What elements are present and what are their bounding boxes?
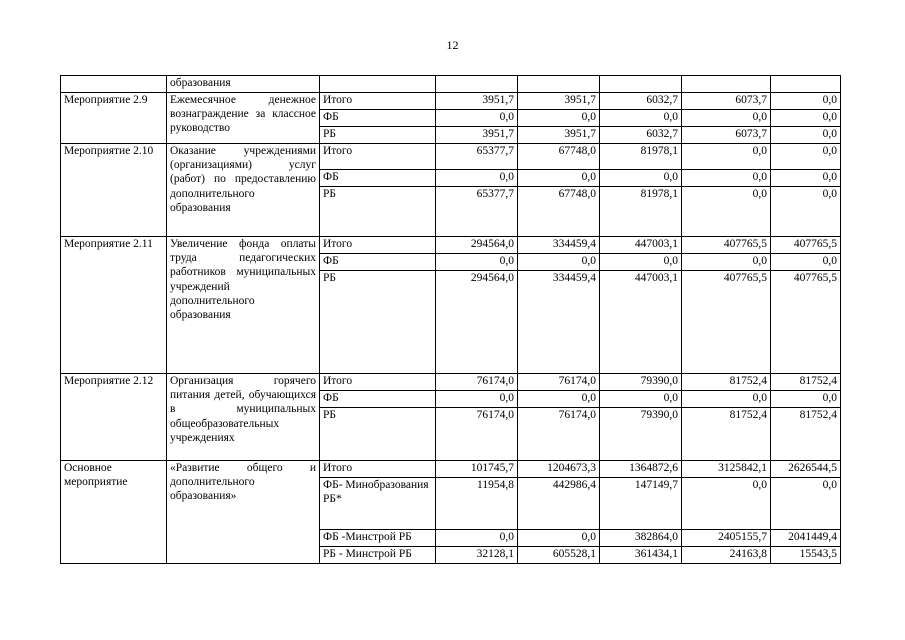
amount-cell: 2405155,7	[682, 530, 771, 547]
amount-cell: 15543,5	[771, 547, 841, 564]
budget-table-body	[61, 76, 841, 564]
measure-description-cell: Увеличение фонда оплаты труда педагогических работников муниципальных учреждений дополнительного образования	[167, 237, 320, 374]
amount-cell: 0,0	[518, 170, 600, 187]
amount-cell: 334459,4	[518, 237, 600, 254]
amount-cell: 3951,7	[436, 93, 518, 110]
name-cell	[61, 76, 167, 93]
amount-cell: 76174,0	[518, 374, 600, 391]
amount-cell: 447003,1	[600, 271, 682, 374]
amount-cell: 3125842,1	[682, 461, 771, 478]
amount-cell: 76174,0	[518, 408, 600, 461]
amount-cell: 81752,4	[682, 408, 771, 461]
funding-source-cell: ФБ	[320, 254, 436, 271]
amount-cell: 0,0	[771, 391, 841, 408]
funding-source-cell: Итого	[320, 93, 436, 110]
table-row	[61, 144, 841, 170]
value-cell	[682, 76, 771, 93]
amount-cell: 294564,0	[436, 271, 518, 374]
funding-source-cell: РБ	[320, 408, 436, 461]
table-row	[61, 461, 841, 478]
amount-cell: 1364872,6	[600, 461, 682, 478]
amount-cell: 2626544,5	[771, 461, 841, 478]
amount-cell: 2041449,4	[771, 530, 841, 547]
amount-cell: 407765,5	[771, 271, 841, 374]
amount-cell: 0,0	[518, 254, 600, 271]
amount-cell: 0,0	[682, 254, 771, 271]
amount-cell: 6032,7	[600, 93, 682, 110]
amount-cell: 0,0	[518, 530, 600, 547]
amount-cell: 32128,1	[436, 547, 518, 564]
amount-cell: 605528,1	[518, 547, 600, 564]
amount-cell: 101745,7	[436, 461, 518, 478]
amount-cell: 6032,7	[600, 127, 682, 144]
amount-cell: 0,0	[771, 144, 841, 170]
value-cell	[436, 76, 518, 93]
amount-cell: 0,0	[682, 478, 771, 530]
page-number: 12	[446, 38, 459, 52]
funding-source-cell: Итого	[320, 461, 436, 478]
amount-cell: 3951,7	[518, 127, 600, 144]
amount-cell: 24163,8	[682, 547, 771, 564]
amount-cell: 0,0	[771, 110, 841, 127]
funding-source-cell: РБ	[320, 187, 436, 237]
funding-source-cell: ФБ- Минобразования РБ*	[320, 478, 436, 530]
amount-cell: 0,0	[682, 144, 771, 170]
amount-cell: 1204673,3	[518, 461, 600, 478]
amount-cell: 0,0	[682, 170, 771, 187]
amount-cell: 79390,0	[600, 374, 682, 391]
value-cell	[600, 76, 682, 93]
value-cell	[518, 76, 600, 93]
amount-cell: 0,0	[682, 391, 771, 408]
amount-cell: 65377,7	[436, 144, 518, 170]
amount-cell: 294564,0	[436, 237, 518, 254]
amount-cell: 0,0	[436, 170, 518, 187]
amount-cell: 334459,4	[518, 271, 600, 374]
amount-cell: 382864,0	[600, 530, 682, 547]
amount-cell: 407765,5	[682, 271, 771, 374]
amount-cell: 0,0	[436, 530, 518, 547]
amount-cell: 3951,7	[436, 127, 518, 144]
funding-source-cell: РБ	[320, 127, 436, 144]
measure-name-cell: Мероприятие 2.11	[61, 237, 167, 374]
amount-cell: 0,0	[682, 110, 771, 127]
table-row	[61, 374, 841, 391]
amount-cell: 79390,0	[600, 408, 682, 461]
amount-cell: 0,0	[436, 391, 518, 408]
amount-cell: 0,0	[600, 110, 682, 127]
funding-source-cell: ФБ	[320, 391, 436, 408]
amount-cell: 81752,4	[771, 408, 841, 461]
amount-cell: 11954,8	[436, 478, 518, 530]
amount-cell: 0,0	[771, 254, 841, 271]
measure-description-cell: Оказание учреждениями (организациями) услуг (работ) по предоставлению дополнительного образования	[167, 144, 320, 237]
value-cell	[771, 76, 841, 93]
amount-cell: 0,0	[600, 391, 682, 408]
amount-cell: 0,0	[771, 127, 841, 144]
amount-cell: 361434,1	[600, 547, 682, 564]
amount-cell: 67748,0	[518, 144, 600, 170]
amount-cell: 147149,7	[600, 478, 682, 530]
amount-cell: 0,0	[600, 254, 682, 271]
description-cell: образования	[167, 76, 320, 93]
amount-cell: 0,0	[436, 254, 518, 271]
funding-source-cell: ФБ -Минстрой РБ	[320, 530, 436, 547]
amount-cell: 0,0	[436, 110, 518, 127]
measure-name-cell: Мероприятие 2.9	[61, 93, 167, 144]
amount-cell: 65377,7	[436, 187, 518, 237]
amount-cell: 442986,4	[518, 478, 600, 530]
table-row	[61, 93, 841, 110]
amount-cell: 81978,1	[600, 187, 682, 237]
amount-cell: 407765,5	[771, 237, 841, 254]
table-row	[61, 237, 841, 254]
funding-source-cell: Итого	[320, 237, 436, 254]
amount-cell: 0,0	[771, 93, 841, 110]
amount-cell: 6073,7	[682, 93, 771, 110]
amount-cell: 81752,4	[771, 374, 841, 391]
table-row	[61, 76, 841, 93]
funding-source-cell: Итого	[320, 374, 436, 391]
amount-cell: 0,0	[771, 478, 841, 530]
budget-table	[60, 75, 841, 564]
amount-cell: 0,0	[771, 170, 841, 187]
amount-cell: 81752,4	[682, 374, 771, 391]
measure-name-cell: Мероприятие 2.12	[61, 374, 167, 461]
funding-source-cell: ФБ	[320, 170, 436, 187]
amount-cell: 0,0	[518, 391, 600, 408]
amount-cell: 76174,0	[436, 408, 518, 461]
amount-cell: 3951,7	[518, 93, 600, 110]
amount-cell: 447003,1	[600, 237, 682, 254]
measure-name-cell: Основное мероприятие	[61, 461, 167, 564]
amount-cell: 0,0	[771, 187, 841, 237]
measure-name-cell: Мероприятие 2.10	[61, 144, 167, 237]
amount-cell: 407765,5	[682, 237, 771, 254]
amount-cell: 76174,0	[436, 374, 518, 391]
amount-cell: 81978,1	[600, 144, 682, 170]
funding-source-cell: ФБ	[320, 110, 436, 127]
amount-cell: 0,0	[518, 110, 600, 127]
measure-description-cell: Ежемесячное денежное вознаграждение за классное руководство	[167, 93, 320, 144]
measure-description-cell: Организация горячего питания детей, обучающихся в муниципальных общеобразовательных учреждениях	[167, 374, 320, 461]
amount-cell: 0,0	[682, 187, 771, 237]
amount-cell: 67748,0	[518, 187, 600, 237]
source-cell	[320, 76, 436, 93]
funding-source-cell: РБ - Минстрой РБ	[320, 547, 436, 564]
amount-cell: 0,0	[600, 170, 682, 187]
funding-source-cell: РБ	[320, 271, 436, 374]
amount-cell: 6073,7	[682, 127, 771, 144]
funding-source-cell: Итого	[320, 144, 436, 170]
measure-description-cell: «Развитие общего и дополнительного образования»	[167, 461, 320, 564]
